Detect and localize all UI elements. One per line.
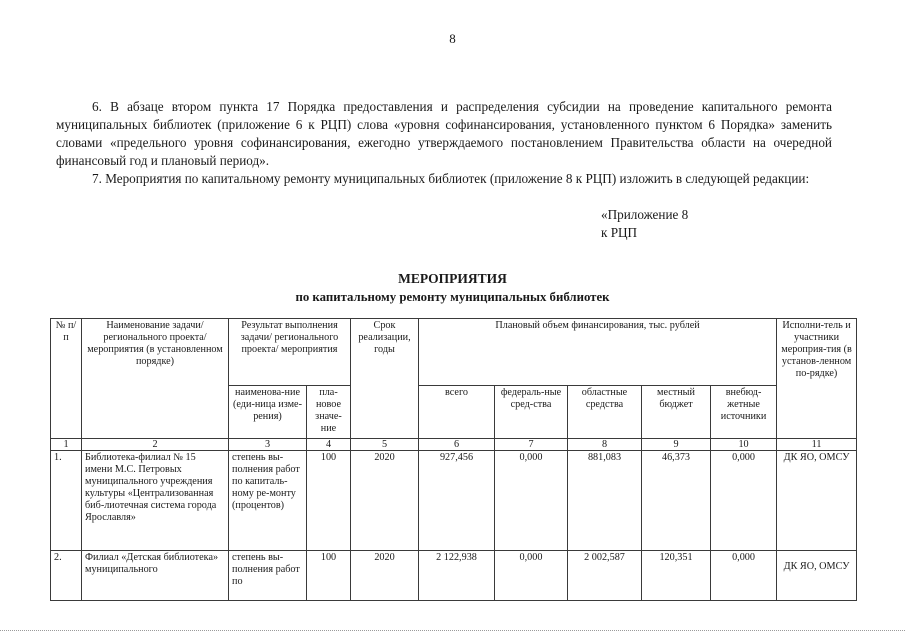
- row-year: 2020: [351, 451, 419, 551]
- header-result-plan: пла-новое значе-ние: [307, 386, 351, 439]
- row-name: Филиал «Детская библиотека» муниципального: [82, 551, 229, 601]
- header-result-name: наименова-ние (еди-ница изме-рения): [229, 386, 307, 439]
- column-number: 9: [642, 439, 711, 451]
- appendix-note: [601, 206, 688, 242]
- column-number-row: [51, 439, 857, 451]
- table-row: [51, 551, 857, 601]
- row-extra: 0,000: [711, 451, 777, 551]
- header-name: Наименование задачи/ регионального проекта/ мероприятия (в установленном порядке): [82, 319, 229, 439]
- paragraph-6-text: 6. В абзаце втором пункта 17 Порядка предоставления и распределения субсидии на проведение капитального ремонта муниципальных библиотек (приложение 6 к РЦП) слова «уровня софинансирования, установленного пунктом 6 Порядка» заменить словами «предельного уровня софинансирования, ежегодно утверждаемого постановлением Правительства области на очередной финансовый год и плановый период».: [56, 99, 832, 168]
- row-executor: ДК ЯО, ОМСУ: [777, 551, 857, 601]
- column-number: 7: [495, 439, 568, 451]
- header-num: № п/п: [51, 319, 82, 439]
- header-extra: внебюд-жетные источники: [711, 386, 777, 439]
- row-name: Библиотека-филиал № 15 имени М.С. Петровых муниципального учреждения культуры «Централизованная биб-лиотечная система города Ярославля»: [82, 451, 229, 551]
- row-regional: 2 002,587: [568, 551, 642, 601]
- row-federal: 0,000: [495, 551, 568, 601]
- row-result-name: степень вы-полнения работ по капиталь-ному ре-монту (процентов): [229, 451, 307, 551]
- column-number: 8: [568, 439, 642, 451]
- header-local: местный бюджет: [642, 386, 711, 439]
- row-federal: 0,000: [495, 451, 568, 551]
- row-num: 2.: [51, 551, 82, 601]
- header-finance: Плановый объем финансирования, тыс. рублей: [419, 319, 777, 386]
- row-extra: 0,000: [711, 551, 777, 601]
- header-term: Срок реализации, годы: [351, 319, 419, 439]
- row-regional: 881,083: [568, 451, 642, 551]
- scan-bottom-edge: [0, 630, 905, 632]
- header-regional: областные средства: [568, 386, 642, 439]
- column-number: 2: [82, 439, 229, 451]
- table-row: [51, 451, 857, 551]
- header-total: всего: [419, 386, 495, 439]
- row-total: 2 122,938: [419, 551, 495, 601]
- appendix-line-1: «Приложение 8: [601, 207, 689, 222]
- row-total: 927,456: [419, 451, 495, 551]
- row-year: 2020: [351, 551, 419, 601]
- column-number: 1: [51, 439, 82, 451]
- column-number: 4: [307, 439, 351, 451]
- column-number: 10: [711, 439, 777, 451]
- paragraph-7: [56, 170, 832, 188]
- row-plan: 100: [307, 451, 351, 551]
- row-num: 1.: [51, 451, 82, 551]
- table-header-row: [51, 319, 857, 386]
- document-title: МЕРОПРИЯТИЯ: [398, 271, 507, 286]
- row-plan: 100: [307, 551, 351, 601]
- paragraph-6: [56, 98, 832, 170]
- row-executor: ДК ЯО, ОМСУ: [777, 451, 857, 551]
- row-local: 120,351: [642, 551, 711, 601]
- column-number: 6: [419, 439, 495, 451]
- header-result: Результат выполнения задачи/ регионального проекта/ мероприятия: [229, 319, 351, 386]
- events-table: [50, 318, 857, 601]
- header-executor: Исполни-тель и участники мероприя-тия (в установ-ленном по-рядке): [777, 319, 857, 439]
- column-number: 11: [777, 439, 857, 451]
- column-number: 3: [229, 439, 307, 451]
- row-local: 46,373: [642, 451, 711, 551]
- header-federal: федераль-ные сред-ства: [495, 386, 568, 439]
- column-number: 5: [351, 439, 419, 451]
- page-number: 8: [449, 31, 456, 46]
- paragraph-7-text: 7. Мероприятия по капитальному ремонту муниципальных библиотек (приложение 8 к РЦП) изложить в следующей редакции:: [92, 171, 810, 186]
- row-result-name: степень вы-полнения работ по: [229, 551, 307, 601]
- document-subtitle: по капитальному ремонту муниципальных библиотек: [295, 290, 610, 304]
- appendix-line-2: к РЦП: [601, 225, 638, 240]
